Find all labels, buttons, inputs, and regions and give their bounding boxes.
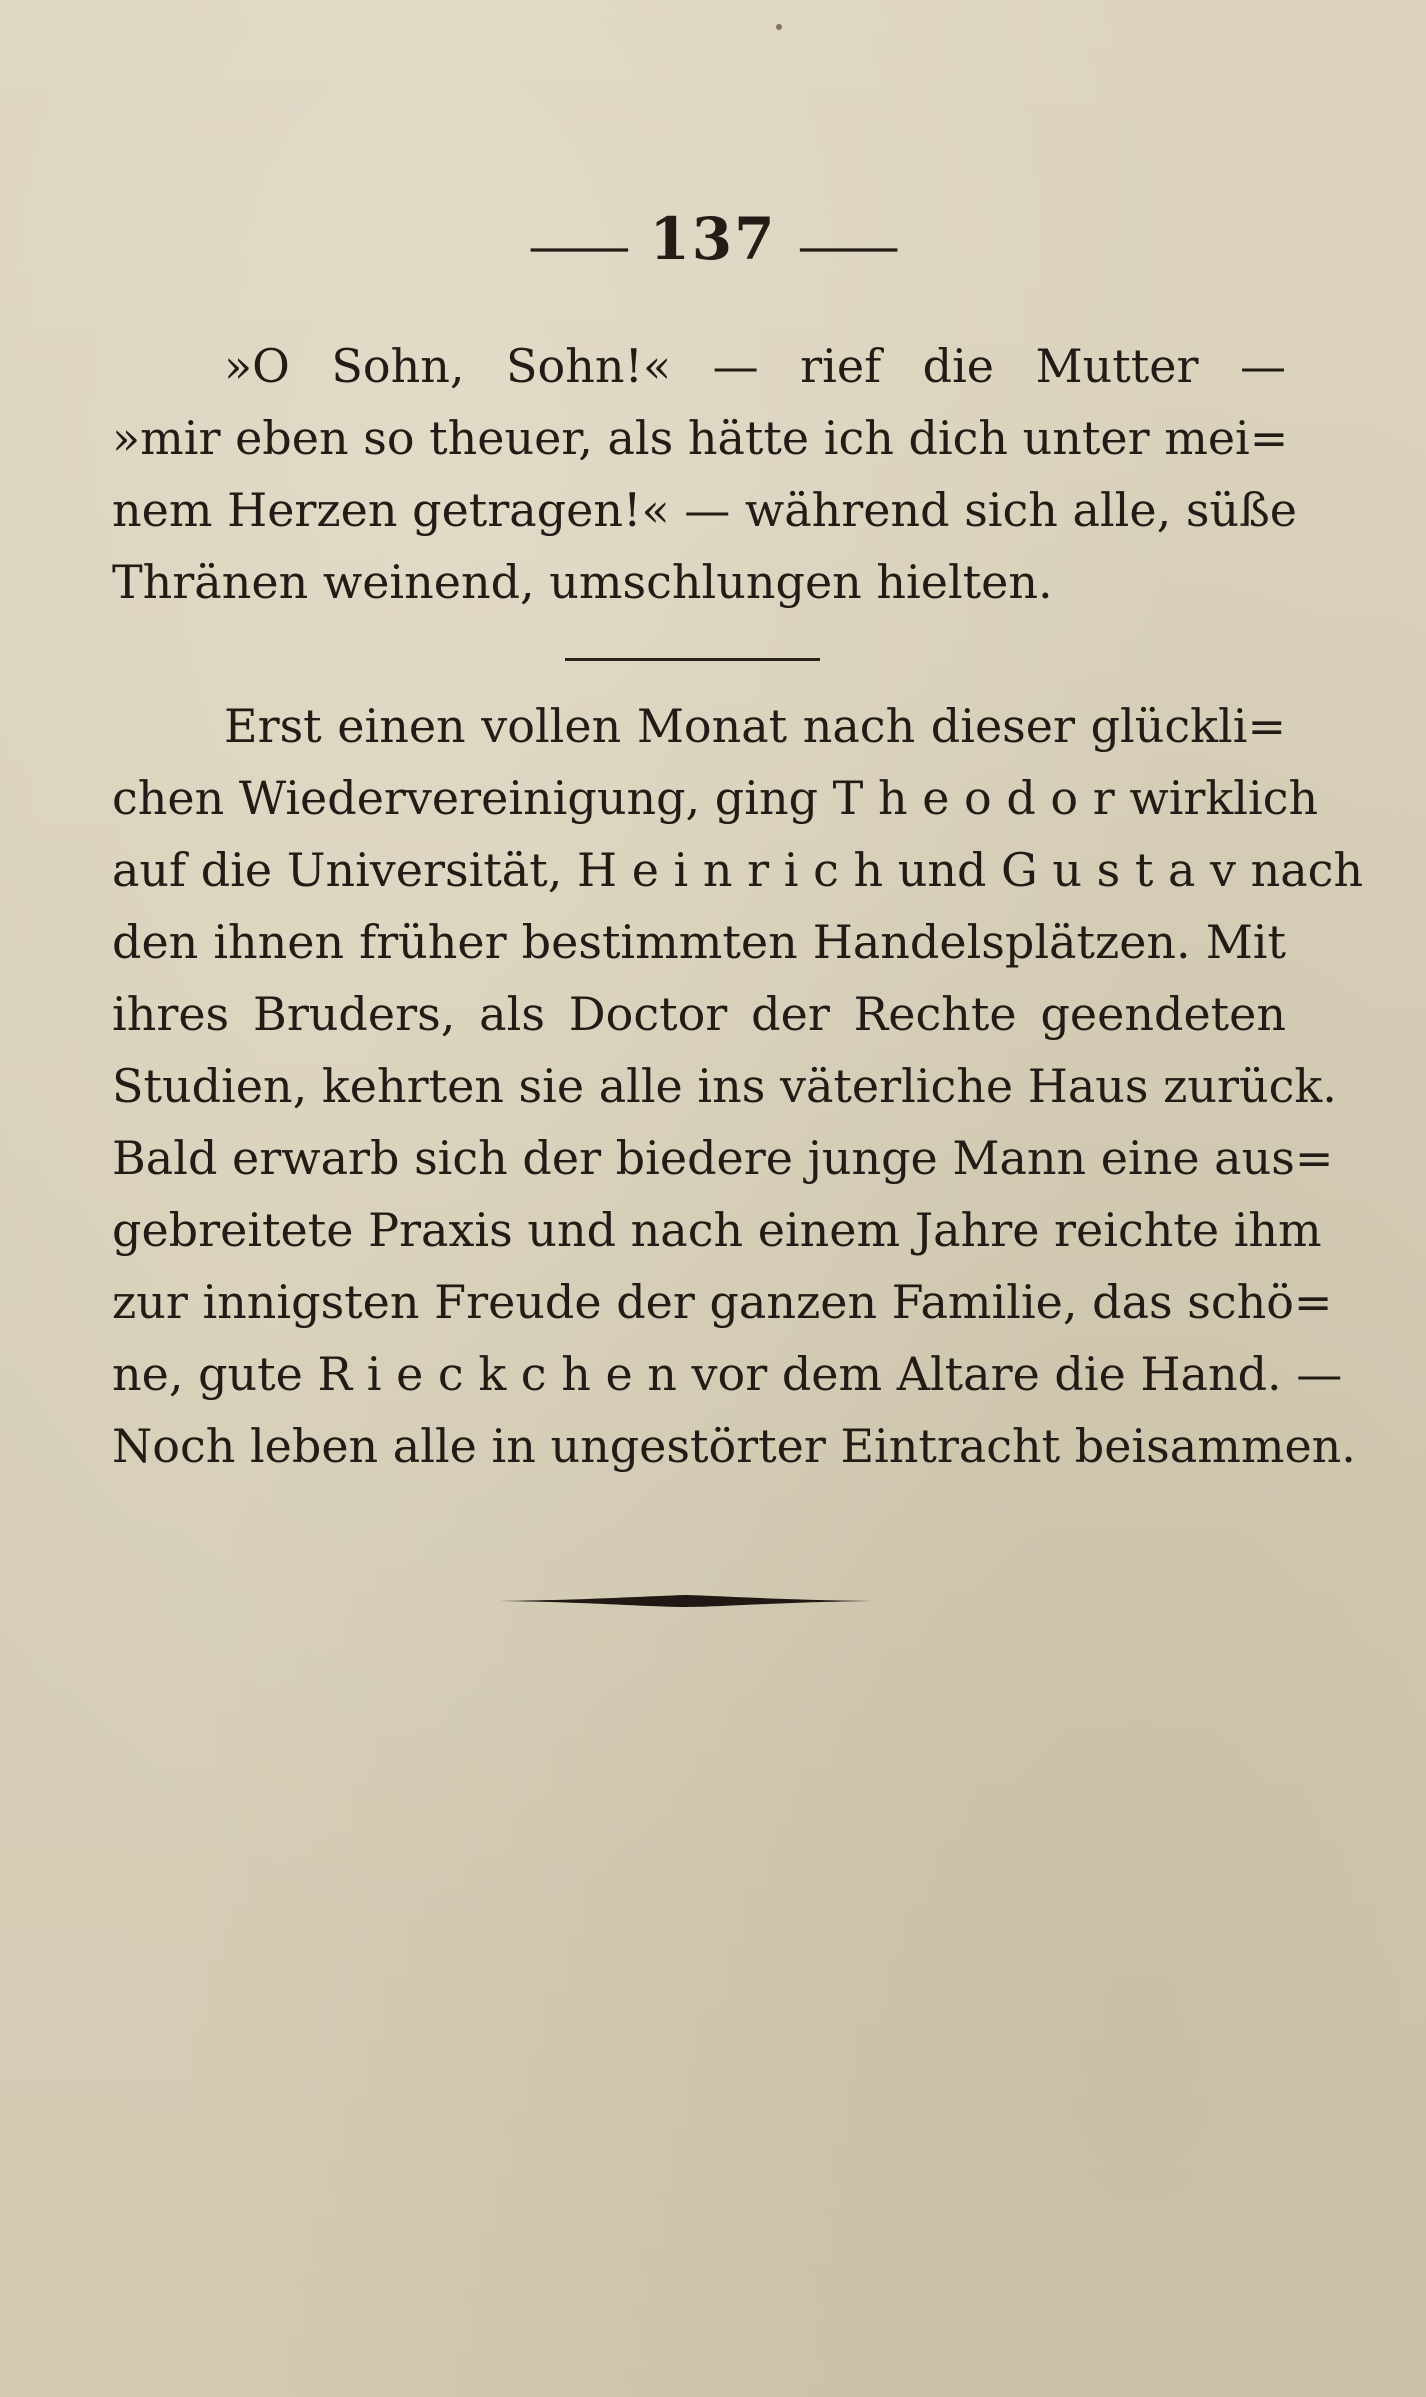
text-line: »O Sohn, Sohn!« — rief die Mutter — (224, 339, 1286, 393)
text-line: nem Herzen getragen!« — während sich alle, süße (112, 483, 1298, 537)
text-line: gebreitete Praxis und nach einem Jahre reichte ihm (112, 1203, 1322, 1257)
page-number: 137 (649, 205, 777, 273)
text-line: Erst einen vollen Monat nach dieser glückli= (224, 699, 1286, 753)
text-line: Studien, kehrten sie alle ins väterliche Haus zurück. (112, 1059, 1337, 1113)
text-line: den ihnen früher bestimmten Handelsplätzen. Mit (112, 915, 1286, 969)
text-line: »mir eben so theuer, als hätte ich dich unter mei= (112, 411, 1289, 465)
end-ornament-rule (500, 1590, 872, 1612)
text-line: Noch leben alle in ungestörter Eintracht beisammen. (112, 1419, 1356, 1473)
text-line: auf die Universität, H e i n r i c h und G u s t a v nach (112, 843, 1364, 897)
paragraph-1 (112, 330, 1298, 618)
header-ornament-left: ⸻ (529, 223, 628, 271)
text-line: Thränen weinend, umschlungen hielten. (112, 555, 1053, 609)
page-header (0, 205, 1426, 273)
text-line: Bald erwarb sich der biedere junge Mann eine aus= (112, 1131, 1334, 1185)
section-divider (565, 658, 820, 661)
text-line: chen Wiedervereinigung, ging T h e o d o r wirklich (112, 771, 1319, 825)
text-line: zur innigsten Freude der ganzen Familie, das schö= (112, 1275, 1333, 1329)
paragraph-2 (112, 690, 1364, 1482)
ink-speck (776, 24, 782, 30)
header-ornament-right: ⸻ (798, 223, 897, 271)
text-line: ne, gute R i e c k c h e n vor dem Altare die Hand. — (112, 1347, 1343, 1401)
text-line: ihres Bruders, als Doctor der Rechte geendeten (112, 987, 1286, 1041)
